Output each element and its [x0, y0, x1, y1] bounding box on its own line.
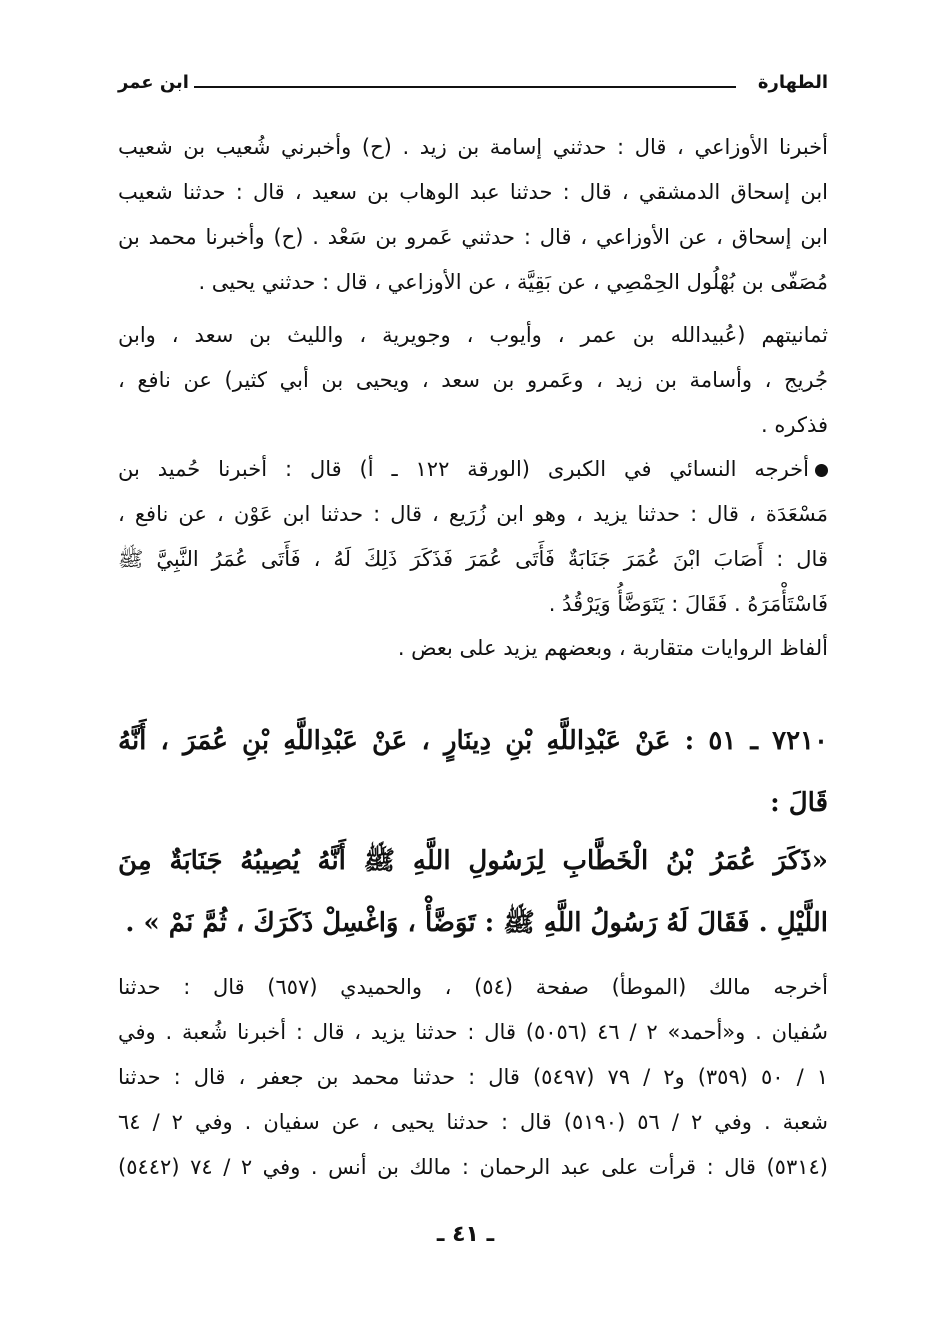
text-line: أخبرنا الأوزاعي ، قال : حدثني إسامة بن زيد . (ح) وأخبرني شُعيب بن شعيب: [118, 135, 828, 159]
book-title: ابن عمر: [118, 72, 189, 93]
text-line: ألفاظ الروايات متقاربة ، وبعضهم يزيد على بعض .: [397, 636, 828, 660]
hadith-text: [118, 830, 828, 954]
text-line: مَسْعَدَة ، قال : حدثنا يزيد ، وهو ابن زُرَيع ، قال : حدثنا ابن عَوْن ، عن نافع ،: [118, 502, 828, 526]
takhrij-paragraph: [118, 965, 828, 1190]
narrators-paragraph: [118, 313, 828, 448]
chapter-title: الطهارة: [757, 72, 828, 93]
text-line: ثمانيتهم (عُبيدالله بن عمر ، وأيوب ، وجويرية ، والليث بن سعد ، وابن: [118, 323, 828, 347]
text-line: ابن إسحاق ، عن الأوزاعي ، قال : حدثني عَمرو بن سَعْد . (ح) وأخبرنا محمد بن: [118, 225, 828, 249]
text-line: قَالَ :: [770, 788, 828, 818]
running-header: [118, 72, 828, 102]
bullet-icon: [815, 464, 828, 477]
text-line: أخرجه مالك (الموطأ) صفحة (٥٤) ، والحميدي (٦٥٧) قال : حدثنا: [118, 975, 828, 999]
text-line: فَاسْتَأْمَرَهُ . فَقَالَ : يَتَوَضَّأُ وَيَرْقُدُ .: [548, 592, 828, 616]
header-rule: [194, 86, 736, 88]
text-line: اللَّيْلِ . فَقَالَ لَهُ رَسُولُ اللَّهِ ﷺ : تَوَضَّأْ ، وَاغْسِلْ ذَكَرَكَ ، ثُمَّ نَمْ » .: [125, 908, 828, 938]
text-line: قال : أَصَابَ ابْنَ عُمَرَ جَنَابَةٌ فَأَتَى عُمَرَ فَذَكَرَ ذَلِكَ لَهُ ، فَأَتَى عُمَرُ النَّبِيَّ ﷺ: [118, 547, 828, 571]
page-number: ـ ٤١ ـ: [436, 1222, 495, 1247]
text-line: «ذَكَرَ عُمَرُ بْنُ الْخَطَّابِ لِرَسُولِ اللَّهِ ﷺ أَنَّهُ يُصِيبُهُ جَنَابَةٌ مِنَ: [118, 846, 828, 876]
text-line: فذكره .: [761, 413, 828, 437]
text-line: مُصَفّى بن بُهْلُول الحِمْصِي ، عن بَقِيَّة ، عن الأوزاعي ، قال : حدثني يحيى .: [198, 270, 828, 294]
text-line: ٧٢١٠ ـ ٥١ : عَنْ عَبْدِاللَّهِ بْنِ دِينَارٍ ، عَنْ عَبْدِاللَّهِ بْنِ عُمَرَ ، أَنَّهُ: [118, 726, 828, 756]
isnad-paragraph: [118, 125, 828, 305]
text-line-content: أخرجه النسائي في الكبرى (الورقة ١٢٢ ـ أ) قال : أخبرنا حُميد بن: [118, 457, 809, 481]
text-line: جُريج ، وأسامة بن زيد ، وعَمرو بن سعد ، ويحيى بن أبي كثير) عن نافع ،: [118, 368, 828, 392]
text-line: ١ / ٥٠ (٣٥٩) و٢ / ٧٩ (٥٤٩٧) قال : حدثنا محمد بن جعفر ، قال : حدثنا: [118, 1065, 828, 1089]
hadith-intro: [118, 710, 828, 834]
nasai-paragraph: [118, 447, 828, 627]
text-line: [118, 447, 828, 492]
text-line: سُفيان . و«أحمد» ٢ / ٤٦ (٥٠٥٦) قال : حدثنا يزيد ، قال : أخبرنا شُعبة . وفي: [118, 1020, 828, 1044]
text-line: شعبة . وفي ٢ / ٥٦ (٥١٩٠) قال : حدثنا يحيى ، عن سفيان . وفي ٢ / ٦٤: [118, 1110, 828, 1134]
text-line: ابن إسحاق الدمشقي ، قال : حدثنا عبد الوهاب بن سعيد ، قال : حدثنا شعيب: [118, 180, 828, 204]
text-line: (٥٣١٤) قال : قرأت على عبد الرحمان : مالك بن أنس . وفي ٢ / ٧٤ (٥٤٤٢): [118, 1155, 828, 1179]
note-paragraph: [118, 626, 828, 671]
